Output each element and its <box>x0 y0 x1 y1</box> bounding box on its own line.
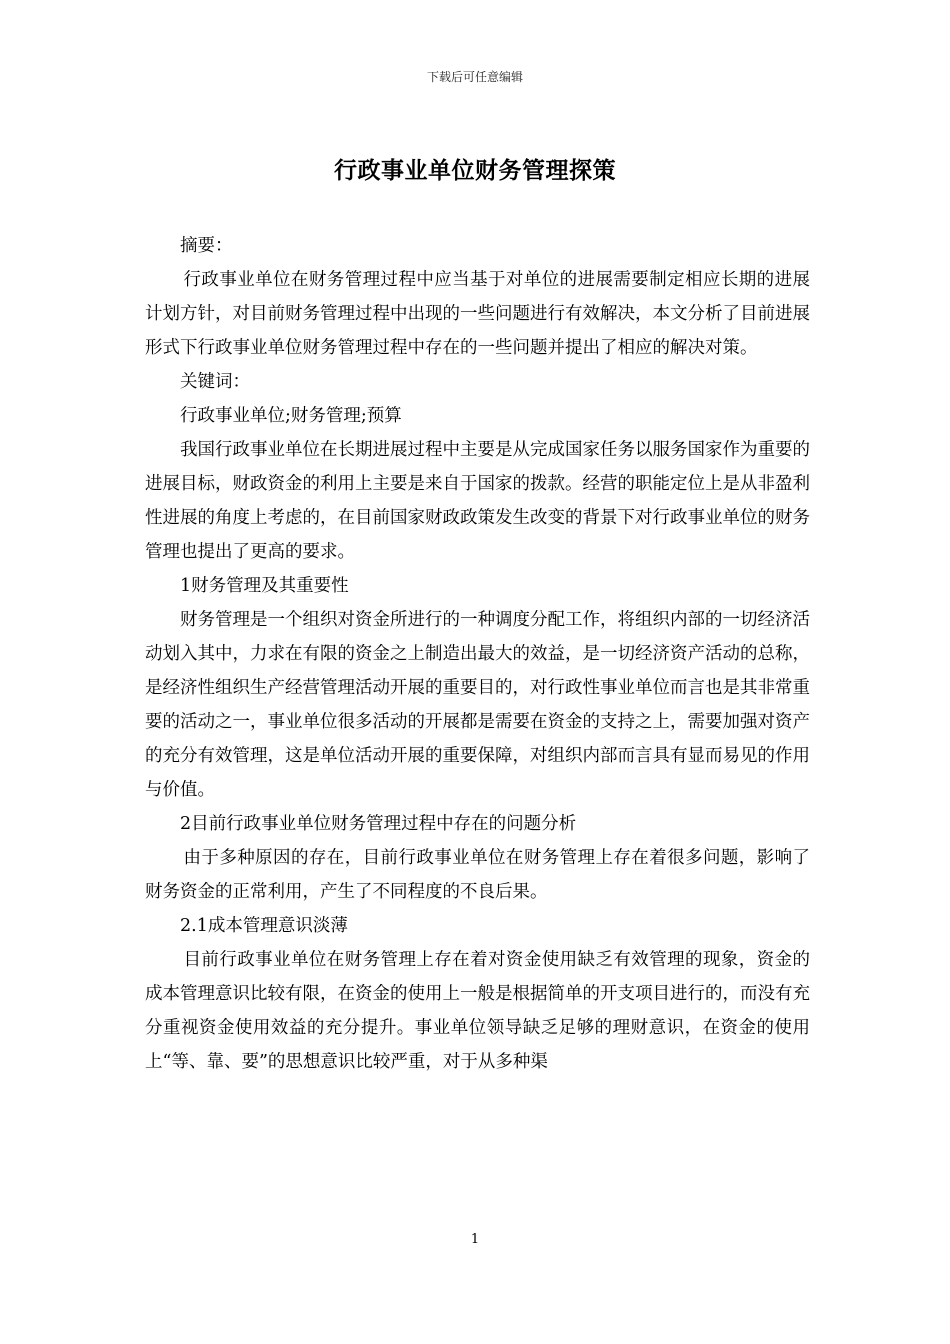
section-heading-2: 2目前行政事业单位财务管理过程中存在的问题分析 <box>180 814 577 834</box>
abstract-heading: 摘要： <box>180 236 233 256</box>
page-number: 1 <box>470 1232 480 1247</box>
section-1-paragraph: 财务管理是一个组织对资金所进行的一种调度分配工作，将组织内部的一切经济活动划入其中，力求在有限的资金之上制造出最大的效益，是一切经济资产活动的总称，是经济性组织生产经营管理活动开展的重要目的，对行政性事业单位而言也是其非常重要的活动之一，事业单位很多活动的开展都是需要在资金的支持之上，需要加强对资产的充分有效管理，这是单位活动开展的重要保障，对组织内部而言具有显而易见的作用与价值。 <box>145 610 810 800</box>
document-title: 行政事业单位财务管理探策 <box>334 157 616 184</box>
keywords-list: 行政事业单位;财务管理;预算 <box>180 406 402 426</box>
section-2-1-paragraph: 目前行政事业单位在财务管理上存在着对资金使用缺乏有效管理的现象，资金的成本管理意识比较有限，在资金的使用上一般是根据简单的开支项目进行的，而没有充分重视资金使用效益的充分提升。事业单位领导缺乏足够的理财意识，在资金的使用上“等、靠、要”的思想意识比较严重，对于从多种渠 <box>145 950 810 1072</box>
intro-paragraph: 我国行政事业单位在长期进展过程中主要是从完成国家任务以服务国家作为重要的进展目标，财政资金的利用上主要是来自于国家的拨款。经营的职能定位上是从非盈利性进展的角度上考虑的，在目前国家财政政策发生改变的背景下对行政事业单位的财务管理也提出了更高的要求。 <box>145 440 810 562</box>
header-note: 下载后可任意编辑 <box>426 70 523 84</box>
keywords-heading: 关键词： <box>180 372 250 392</box>
abstract-paragraph: 行政事业单位在财务管理过程中应当基于对单位的进展需要制定相应长期的进展计划方针，对目前财务管理过程中出现的一些问题进行有效解决，本文分析了目前进展形式下行政事业单位财务管理过程中存在的一些问题并提出了相应的解决对策。 <box>145 270 810 358</box>
section-heading-2-1: 2.1成本管理意识淡薄 <box>180 916 348 936</box>
document-body <box>145 229 810 1079</box>
section-heading-1: 1财务管理及其重要性 <box>180 576 349 596</box>
section-2-paragraph: 由于多种原因的存在，目前行政事业单位在财务管理上存在着很多问题，影响了财务资金的正常利用，产生了不同程度的不良后果。 <box>145 848 810 902</box>
